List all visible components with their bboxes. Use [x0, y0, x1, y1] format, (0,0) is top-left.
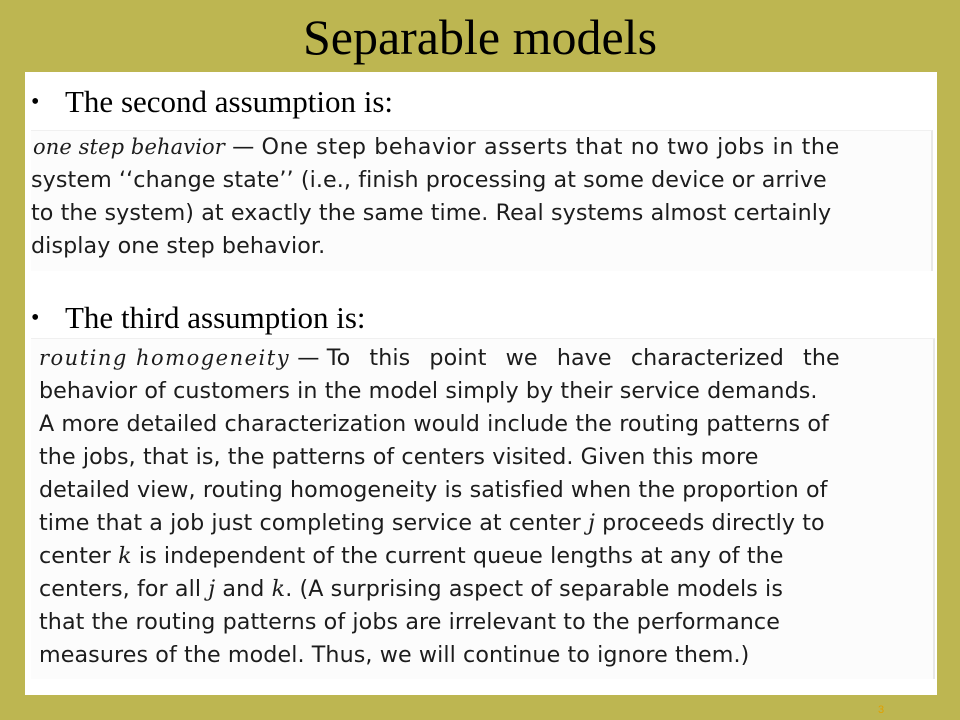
content-panel — [25, 72, 937, 695]
bullet-text: The third assumption is: — [65, 300, 366, 335]
variable-j: j — [588, 510, 596, 536]
em-dash: — — [232, 134, 255, 160]
excerpt-line — [39, 573, 783, 606]
excerpt-line: A more detailed characterization would include the routing patterns of — [39, 411, 829, 437]
excerpt-line: measures of the model. Thus, we will continue to ignore them.) — [39, 642, 750, 668]
term-routing-homogeneity: routing homogeneity — [39, 346, 291, 370]
excerpt-line — [33, 131, 840, 164]
text-segment: center — [39, 543, 119, 569]
text-segment: time that a job just completing service at center — [39, 510, 589, 536]
em-dash: — — [297, 345, 320, 371]
excerpt-line — [39, 540, 784, 573]
bullet-second-assumption — [31, 84, 393, 120]
excerpt-text: To this point we have characterized the — [326, 345, 840, 371]
excerpt-one-step-behavior — [31, 130, 933, 271]
variable-k: k — [271, 576, 286, 602]
excerpt-line — [39, 342, 840, 375]
bullet-marker: • — [31, 89, 40, 115]
excerpt-line: system ‘‘change state’’ (i.e., finish processing at some device or arrive — [31, 167, 827, 193]
excerpt-line: that the routing patterns of jobs are irrelevant to the performance — [39, 609, 780, 635]
text-segment: . (A surprising aspect of separable models is — [285, 576, 783, 602]
bullet-third-assumption — [31, 300, 366, 336]
text-segment: proceeds directly to — [595, 510, 825, 536]
bullet-text: The second assumption is: — [65, 84, 394, 119]
excerpt-line — [39, 507, 825, 540]
excerpt-text: One step behavior asserts that no two jobs in the — [261, 134, 840, 160]
slide-title: Separable models — [302, 9, 658, 65]
bullet-marker: • — [31, 305, 40, 331]
variable-j: j — [208, 576, 216, 602]
text-segment: is independent of the current queue lengths at any of the — [131, 543, 784, 569]
variable-k: k — [118, 543, 132, 569]
excerpt-line: to the system) at exactly the same time. Real systems almost certainly — [31, 200, 832, 226]
excerpt-routing-homogeneity — [31, 338, 935, 679]
excerpt-line: behavior of customers in the model simply by their service demands. — [39, 378, 818, 404]
excerpt-line: detailed view, routing homogeneity is satisfied when the proportion of — [39, 477, 828, 503]
text-segment: and — [215, 576, 272, 602]
term-one-step-behavior: one step behavior — [33, 135, 225, 159]
excerpt-line: display one step behavior. — [31, 233, 326, 259]
text-segment: centers, for all — [39, 576, 209, 602]
page-number: 3 — [878, 704, 885, 716]
excerpt-line: the jobs, that is, the patterns of centers visited. Given this more — [39, 444, 759, 470]
